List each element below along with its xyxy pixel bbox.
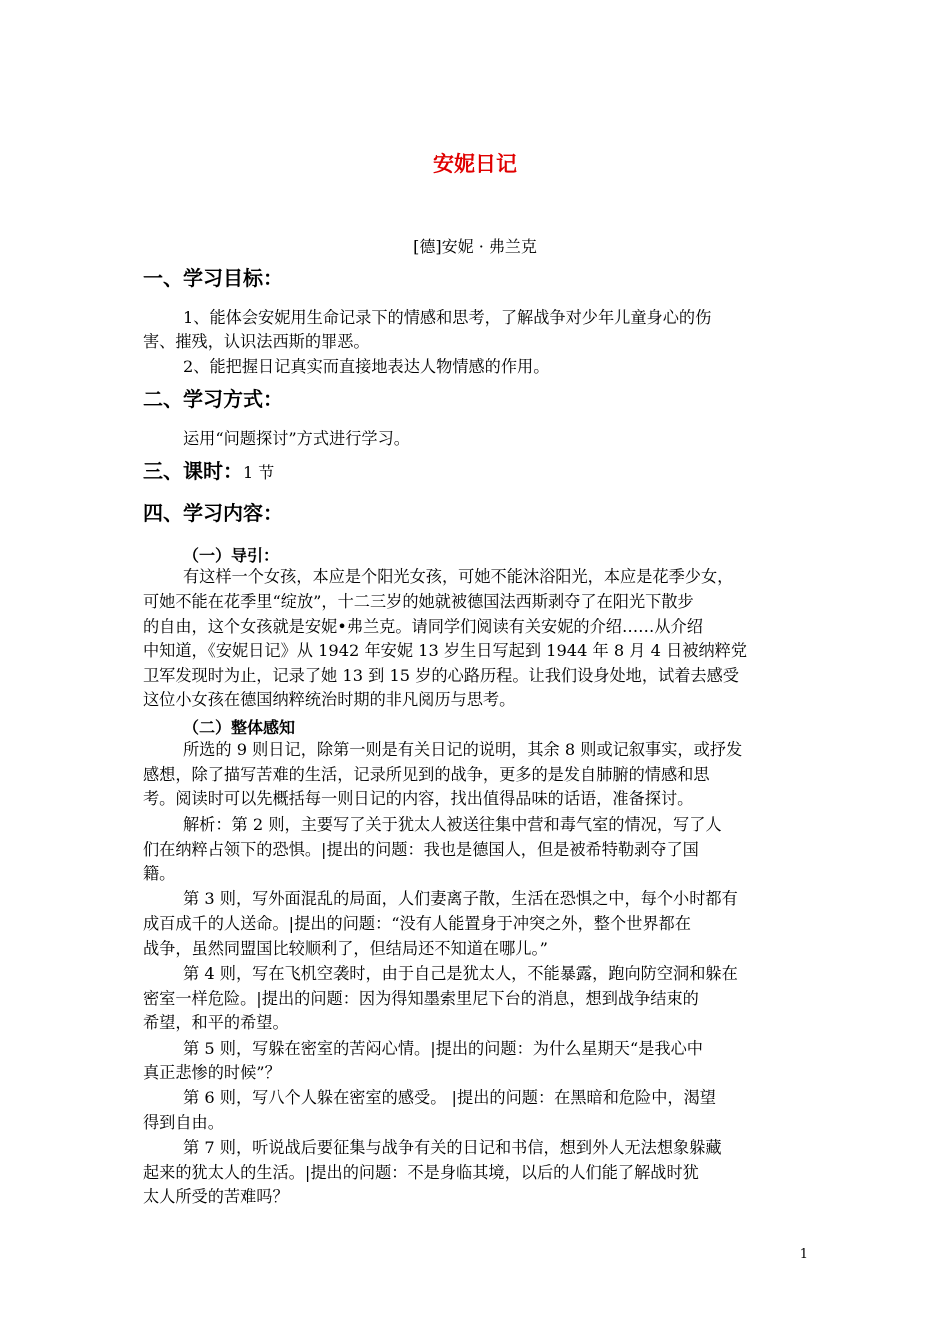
author-line: [德]安妮 · 弗兰克 <box>413 237 537 256</box>
text-line: 2、能把握日记真实而直接地表达人物情感的作用。 <box>183 357 550 376</box>
text-line: 卫军发现时为止，记录了她 13 到 15 岁的心路历程。让我们设身处地，试着去感受 <box>143 666 739 685</box>
text-line: 可她不能在花季里“绽放”，十二三岁的她就被德国法西斯剥夺了在阳光下散步 <box>143 592 694 611</box>
text-line: 第 5 则，写躲在密室的苦闷心情。|提出的问题：为什么星期天“是我心中 <box>183 1039 703 1058</box>
text-line: 所选的 9 则日记，除第一则是有关日记的说明，其余 8 则或记叙事实，或抒发 <box>183 740 743 759</box>
text-line: 太人所受的苦难吗？ <box>143 1187 289 1206</box>
subsection-heading-overall: （二）整体感知 <box>183 718 296 737</box>
text-line: 希望，和平的希望。 <box>143 1013 289 1032</box>
text-line: 运用“问题探讨”方式进行学习。 <box>183 429 410 448</box>
text-line: 密室一样危险。|提出的问题：因为得知墨索里尼下台的消息，想到战争结束的 <box>143 989 699 1008</box>
text-line: 感想，除了描写苦难的生活，记录所见到的战争，更多的是发自肺腑的情感和思 <box>143 765 710 784</box>
section-heading-objectives: 一、学习目标： <box>143 266 283 290</box>
subsection-heading-intro: （一）导引： <box>183 546 280 565</box>
text-line: 起来的犹太人的生活。|提出的问题：不是身临其境，以后的人们能了解战时犹 <box>143 1163 699 1182</box>
text-line: 这位小女孩在德国纳粹统治时期的非凡阅历与思考。 <box>143 690 516 709</box>
section-heading-periods <box>143 455 274 484</box>
page-number: 1 <box>799 1247 808 1262</box>
text-line: 真正悲惨的时候”？ <box>143 1063 281 1082</box>
text-line: 第 7 则，听说战后要征集与战争有关的日记和书信，想到外人无法想象躲藏 <box>183 1138 722 1157</box>
text-line: 籍。 <box>143 864 176 883</box>
text-line: 考。阅读时可以先概括每一则日记的内容，找出值得品味的话语，准备探讨。 <box>143 789 694 808</box>
text-line: 第 4 则，写在飞机空袭时，由于自己是犹太人，不能暴露，跑向防空洞和躲在 <box>183 964 738 983</box>
text-line: 们在纳粹占领下的恐惧。|提出的问题：我也是德国人，但是被希特勒剥夺了国 <box>143 840 699 859</box>
text-line: 得到自由。 <box>143 1113 224 1132</box>
text-line: 战争，虽然同盟国比较顺利了，但结局还不知道在哪儿。” <box>143 939 548 958</box>
section-heading-method: 二、学习方式： <box>143 387 283 411</box>
text-line: 的自由，这个女孩就是安妮•弗兰克。请同学们阅读有关安妮的介绍……从介绍 <box>143 617 703 636</box>
text-line: 成百成千的人送命。|提出的问题：“没有人能置身于冲突之外，整个世界都在 <box>143 914 691 933</box>
text-line: 第 3 则，写外面混乱的局面，人们妻离子散，生活在恐惧之中，每个小时都有 <box>183 889 738 908</box>
document-title: 安妮日记 <box>433 152 517 176</box>
text-line: 1、能体会安妮用生命记录下的情感和思考，了解战争对少年儿童身心的伤 <box>183 308 712 327</box>
text-line: 解析：第 2 则，主要写了关于犹太人被送往集中营和毒气室的情况，写了人 <box>183 815 722 834</box>
periods-value: 1 节 <box>243 463 275 482</box>
text-line: 害、摧残，认识法西斯的罪恶。 <box>143 332 370 351</box>
text-line: 中知道，《安妮日记》从 1942 年安妮 13 岁生日写起到 1944 年 8 月 4 日被纳粹党 <box>143 641 748 660</box>
section-heading-content: 四、学习内容： <box>143 501 283 525</box>
text-line: 有这样一个女孩，本应是个阳光女孩，可她不能沐浴阳光，本应是花季少女， <box>183 567 734 586</box>
section-heading-periods-label: 三、课时： <box>143 459 243 483</box>
text-line: 第 6 则，写八个人躲在密室的感受。 |提出的问题：在黑暗和危险中，渴望 <box>183 1088 716 1107</box>
